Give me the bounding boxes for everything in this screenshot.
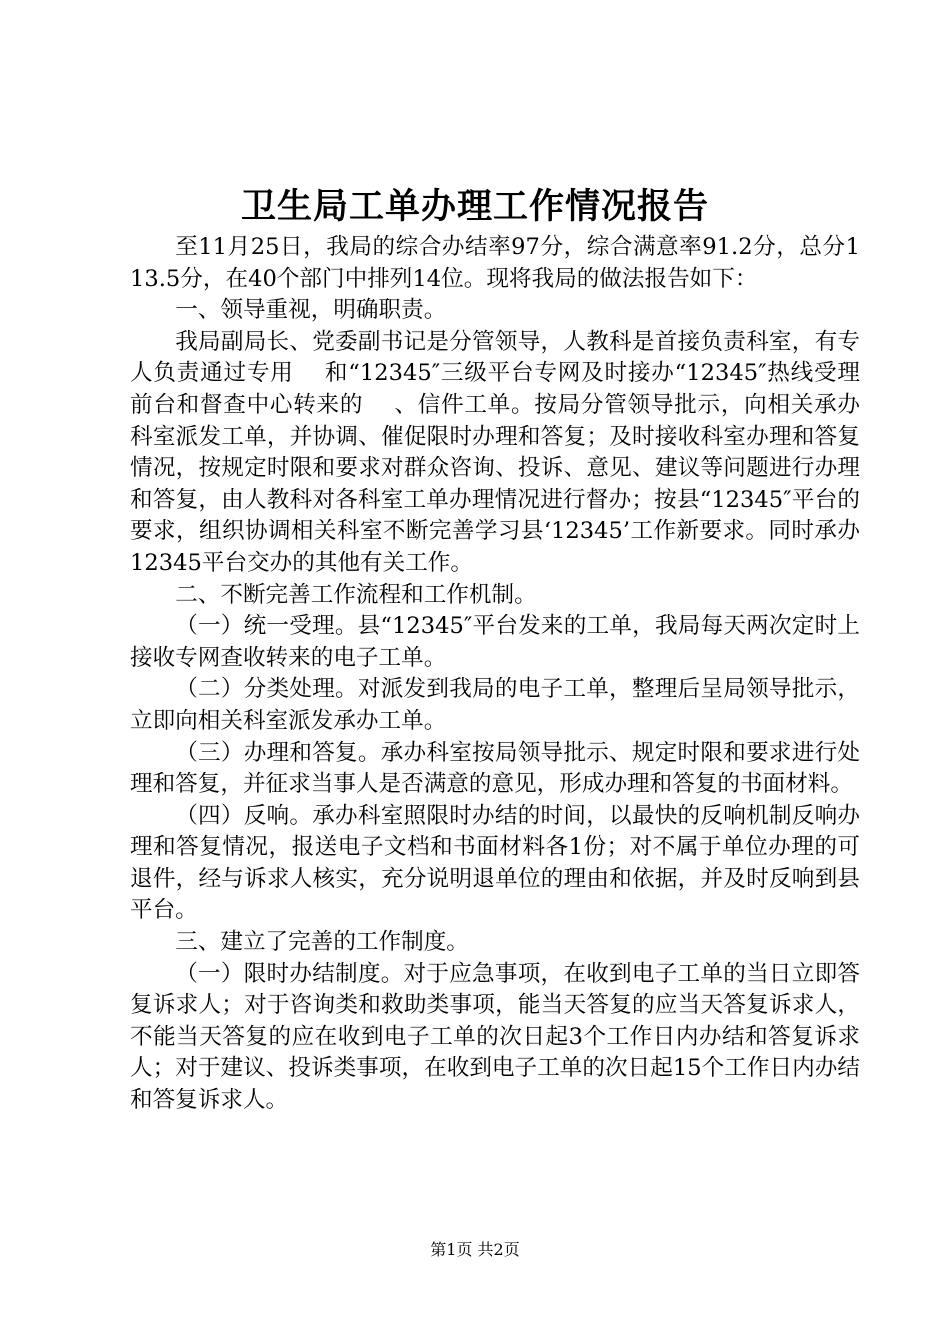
page-title: 卫生局工单办理工作情况报告	[240, 186, 709, 227]
section-heading-2: 二、不断完善工作流程和工作机制。	[175, 581, 537, 608]
section-heading-3: 三、建立了完善的工作制度。	[175, 929, 469, 956]
page-number-footer: 第1页 共2页	[430, 1240, 520, 1259]
paragraph-classification: （二）分类处理。对派发到我局的电子工单，整理后呈局领导批示，立即向相关科室派发承办工单。	[130, 676, 860, 734]
paragraph-intro: 至11月25日，我局的综合办结率97分，综合满意率91.2分，总分113.5分，在40个部门中排列14位。现将我局的做法报告如下：	[130, 234, 860, 292]
paragraph-time-limit-system: （一）限时办结制度。对于应急事项，在收到电子工单的当日立即答复诉求人；对于咨询类和救助类事项，能当天答复的应当天答复诉求人，不能当天答复的应在收到电子工单的次日起3个工作日内办结和答复诉求人；对于建议、投诉类事项，在收到电子工单的次日起15个工作日内办结和答复诉求人。	[130, 960, 860, 1114]
paragraph-feedback: （四）反响。承办科室照限时办结的时间，以最快的反响机制反响办理和答复情况，报送电子文档和书面材料各1份；对不属于单位办理的可退件，经与诉求人核实，充分说明退单位的理由和依据，并及时反响到县平台。	[130, 802, 860, 924]
paragraph-unified-intake: （一）统一受理。县“12345″平台发来的工单，我局每天两次定时上接收专网查收转来的电子工单。	[130, 613, 860, 671]
paragraph-responsibility: 我局副局长、党委副书记是分管领导，人教科是首接负责科室，有专人负责通过专用 和“12345″三级平台专网及时接办“12345″热线受理前台和督查中心转来的 、信件工单。按局分管领导批示，向相关承办科室派发工单，并协调、催促限时办理和答复；及时接收科室办理和答复情况，按规定时限和要求对群众咨询、投诉、意见、建议等问题进行办理和答复，由人教科对各科室工单办理情况进行督办；按县“12345″平台的要求，组织协调相关科室不断完善学习县‘12345’工作新要求。同时承办12345平台交办的其他有关工作。	[130, 328, 860, 576]
section-heading-1: 一、领导重视，明确职责。	[175, 297, 447, 324]
document-body	[130, 232, 860, 1117]
paragraph-handling-reply: （三）办理和答复。承办科室按局领导批示、规定时限和要求进行处理和答复，并征求当事人是否满意的意见，形成办理和答复的书面材料。	[130, 739, 860, 798]
